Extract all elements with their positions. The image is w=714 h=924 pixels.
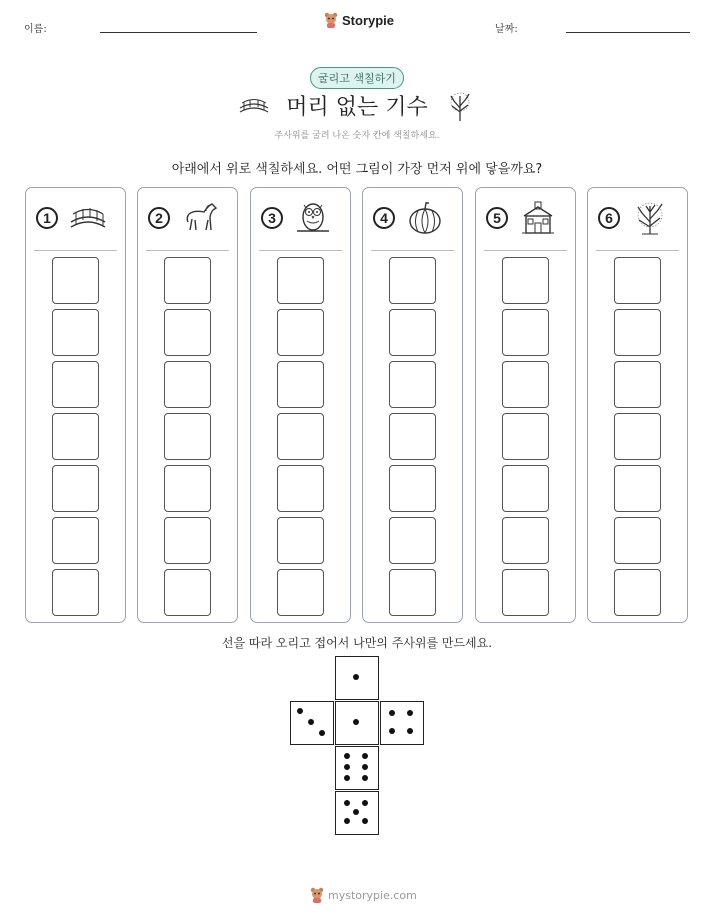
dice-pip (344, 764, 350, 770)
color-box[interactable] (277, 309, 324, 356)
dice-pip (389, 710, 395, 716)
color-box[interactable] (164, 465, 211, 512)
storypie-mascot-icon (310, 887, 324, 903)
dice-pip (362, 800, 368, 806)
color-box[interactable] (502, 569, 549, 616)
color-box[interactable] (502, 257, 549, 304)
color-column-1 (25, 187, 126, 623)
column-divider (34, 250, 117, 251)
brand-logo (324, 12, 394, 28)
dice-face-4 (380, 701, 424, 745)
dice-pip (308, 719, 314, 725)
dice-pip (319, 730, 325, 736)
instruction-text: 아래에서 위로 색칠하세요. 어떤 그림이 가장 먼저 위에 닿을까요? (171, 162, 543, 177)
dice-pip (344, 818, 350, 824)
color-box[interactable] (389, 569, 436, 616)
dice-face-1 (335, 656, 379, 700)
footer-site: mystorypie.com (328, 888, 417, 902)
pumpkin-icon (405, 200, 445, 236)
dice-pip (407, 728, 413, 734)
dice-pip (407, 710, 413, 716)
color-box[interactable] (277, 257, 324, 304)
color-box[interactable] (389, 309, 436, 356)
footer (310, 887, 417, 903)
dice-pip (362, 818, 368, 824)
owl-icon (293, 200, 333, 236)
color-column-5 (475, 187, 576, 623)
color-box[interactable] (164, 569, 211, 616)
storypie-mascot-icon (324, 12, 338, 28)
dice-pip (344, 775, 350, 781)
color-box[interactable] (389, 413, 436, 460)
dice-face-6 (335, 746, 379, 790)
dice-pip (344, 800, 350, 806)
color-box[interactable] (164, 361, 211, 408)
dice-face-1-center (335, 701, 379, 745)
page-title: 머리 없는 기수 (286, 95, 428, 120)
column-number: 1 (36, 207, 58, 229)
column-number: 2 (148, 207, 170, 229)
dice-pip (297, 708, 303, 714)
color-box[interactable] (614, 465, 661, 512)
color-box[interactable] (52, 569, 99, 616)
schoolhouse-icon (518, 200, 558, 236)
color-box[interactable] (614, 413, 661, 460)
dice-caption: 선을 따라 오리고 접어서 나만의 주사위를 만드세요. (221, 636, 493, 650)
column-number: 5 (486, 207, 508, 229)
dice-pip (353, 809, 359, 815)
column-header (251, 188, 350, 250)
color-box[interactable] (277, 517, 324, 564)
column-header (363, 188, 462, 250)
column-divider (259, 250, 342, 251)
brand-name: Storypie (342, 12, 395, 28)
color-box[interactable] (52, 413, 99, 460)
category-badge: 굴리고 색칠하기 (310, 67, 404, 89)
column-header (138, 188, 237, 250)
color-box[interactable] (614, 257, 661, 304)
tree-icon (630, 200, 670, 236)
color-column-2 (137, 187, 238, 623)
dice-pip (389, 728, 395, 734)
column-header (26, 188, 125, 250)
color-box[interactable] (52, 517, 99, 564)
color-column-3 (250, 187, 351, 623)
color-box[interactable] (502, 517, 549, 564)
color-box[interactable] (614, 517, 661, 564)
date-line (566, 32, 690, 33)
column-header (476, 188, 575, 250)
name-line (100, 32, 257, 33)
dice-net (290, 656, 424, 836)
column-divider (146, 250, 229, 251)
color-box[interactable] (614, 569, 661, 616)
color-column-6 (587, 187, 688, 623)
color-box[interactable] (52, 257, 99, 304)
column-divider (484, 250, 567, 251)
column-divider (371, 250, 454, 251)
column-number: 6 (598, 207, 620, 229)
color-box[interactable] (502, 465, 549, 512)
color-box[interactable] (52, 465, 99, 512)
color-box[interactable] (389, 361, 436, 408)
column-number: 4 (373, 207, 395, 229)
dice-pip (362, 764, 368, 770)
color-box[interactable] (389, 465, 436, 512)
date-label: 날짜: (495, 24, 518, 35)
dice-face-3 (290, 701, 334, 745)
color-box[interactable] (277, 413, 324, 460)
color-box[interactable] (389, 257, 436, 304)
name-label: 이름: (24, 24, 47, 35)
dice-pip (353, 719, 359, 725)
dice-pip (362, 753, 368, 759)
color-box[interactable] (502, 309, 549, 356)
color-box[interactable] (164, 309, 211, 356)
color-box[interactable] (502, 413, 549, 460)
dice-pip (353, 674, 359, 680)
column-number: 3 (261, 207, 283, 229)
bridge-icon (68, 200, 108, 236)
color-column-4 (362, 187, 463, 623)
color-box[interactable] (277, 465, 324, 512)
dice-pip (344, 753, 350, 759)
color-box[interactable] (164, 257, 211, 304)
color-box[interactable] (502, 361, 549, 408)
color-box[interactable] (614, 361, 661, 408)
color-box[interactable] (614, 309, 661, 356)
tree-icon (446, 90, 474, 122)
dice-face-5 (335, 791, 379, 835)
color-box[interactable] (277, 569, 324, 616)
horse-icon (180, 200, 220, 236)
column-header (588, 188, 687, 250)
dice-pip (362, 775, 368, 781)
color-box[interactable] (277, 361, 324, 408)
color-box[interactable] (164, 517, 211, 564)
color-box[interactable] (52, 309, 99, 356)
color-box[interactable] (164, 413, 211, 460)
column-divider (596, 250, 679, 251)
color-box[interactable] (389, 517, 436, 564)
color-box[interactable] (52, 361, 99, 408)
page-subtitle: 주사위를 굴려 나온 숫자 칸에 색칠하세요. (274, 131, 440, 141)
